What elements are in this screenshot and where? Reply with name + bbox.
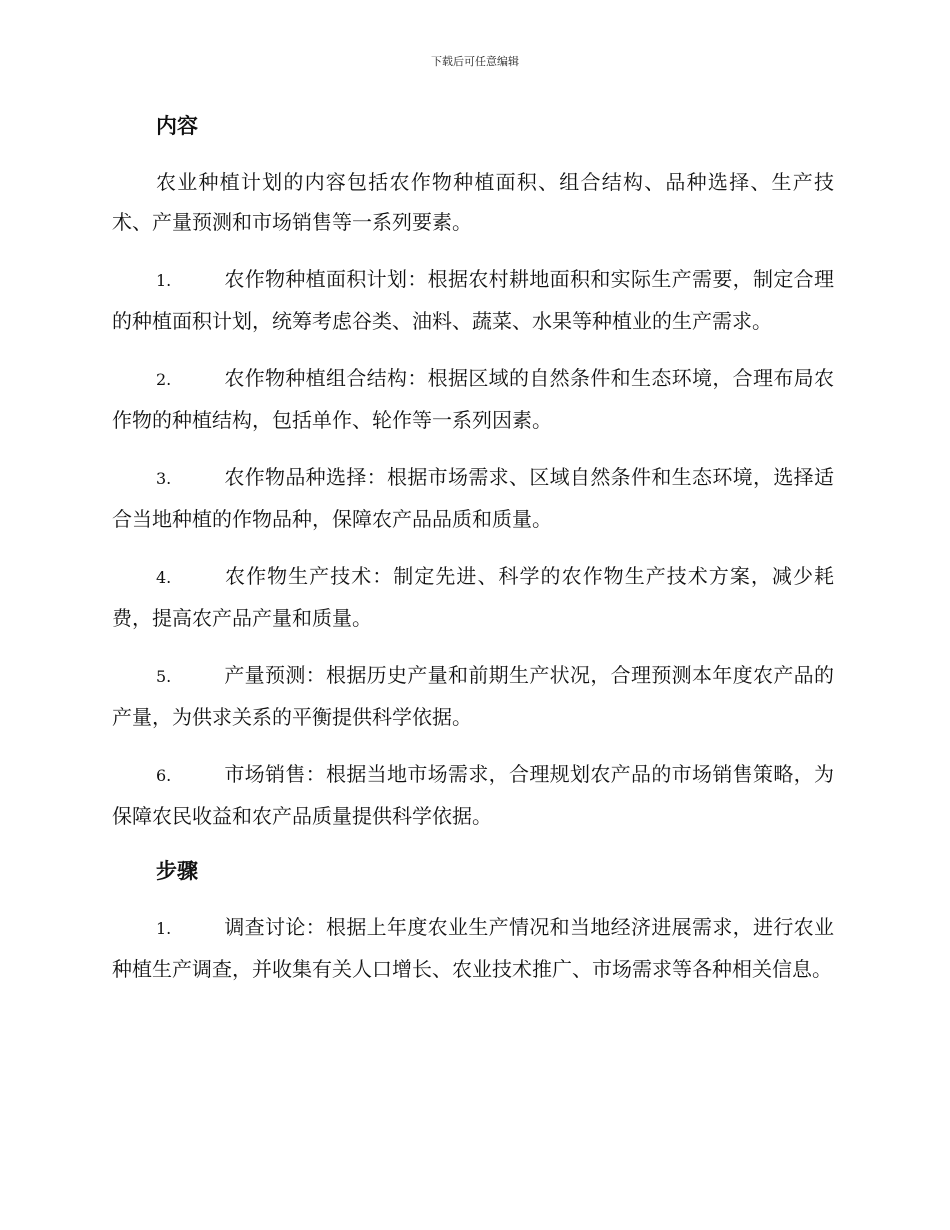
list-number: 1. — [156, 271, 172, 290]
section-heading-steps: 步骤 — [156, 858, 198, 883]
page-header: 下载后可任意编辑 — [431, 55, 519, 68]
list-text: 农作物生产技术：制定先进、科学的农作物生产技术方案，减少耗费，提高农产品产量和质量。 — [112, 564, 834, 630]
list-text: 产量预测：根据历史产量和前期生产状况，合理预测本年度农产品的产量，为供求关系的平衡提供科学依据。 — [112, 663, 834, 729]
list-item — [112, 655, 834, 737]
list-number: 1. — [156, 919, 172, 938]
list-text: 市场销售：根据当地市场需求，合理规划农产品的市场销售策略，为保障农民收益和农产品质量提供科学依据。 — [112, 762, 834, 828]
list-item — [112, 907, 834, 989]
list-number: 3. — [156, 469, 172, 488]
list-text: 农作物种植面积计划：根据农村耕地面积和实际生产需要，制定合理的种植面积计划，统筹考虑谷类、油料、蔬菜、水果等种植业的生产需求。 — [112, 267, 834, 333]
list-text: 调查讨论：根据上年度农业生产情况和当地经济进展需求，进行农业种植生产调查，并收集有关人口增长、农业技术推广、市场需求等各种相关信息。 — [112, 915, 834, 981]
list-item — [112, 457, 834, 539]
list-number: 5. — [156, 667, 172, 686]
list-number: 4. — [156, 568, 172, 587]
list-text: 农作物种植组合结构：根据区域的自然条件和生态环境，合理布局农作物的种植结构，包括单作、轮作等一系列因素。 — [112, 366, 834, 432]
list-item — [112, 358, 834, 440]
section-heading-content: 内容 — [156, 113, 198, 138]
list-item — [112, 259, 834, 341]
intro-paragraph: 农业种植计划的内容包括农作物种植面积、组合结构、品种选择、生产技术、产量预测和市场销售等一系列要素。 — [112, 170, 834, 234]
list-number: 6. — [156, 766, 172, 785]
list-item — [112, 556, 834, 638]
document-body — [112, 108, 834, 1006]
list-item — [112, 754, 834, 836]
list-number: 2. — [156, 370, 172, 389]
list-text: 农作物品种选择：根据市场需求、区域自然条件和生态环境，选择适合当地种植的作物品种，保障农产品品质和质量。 — [112, 465, 834, 531]
